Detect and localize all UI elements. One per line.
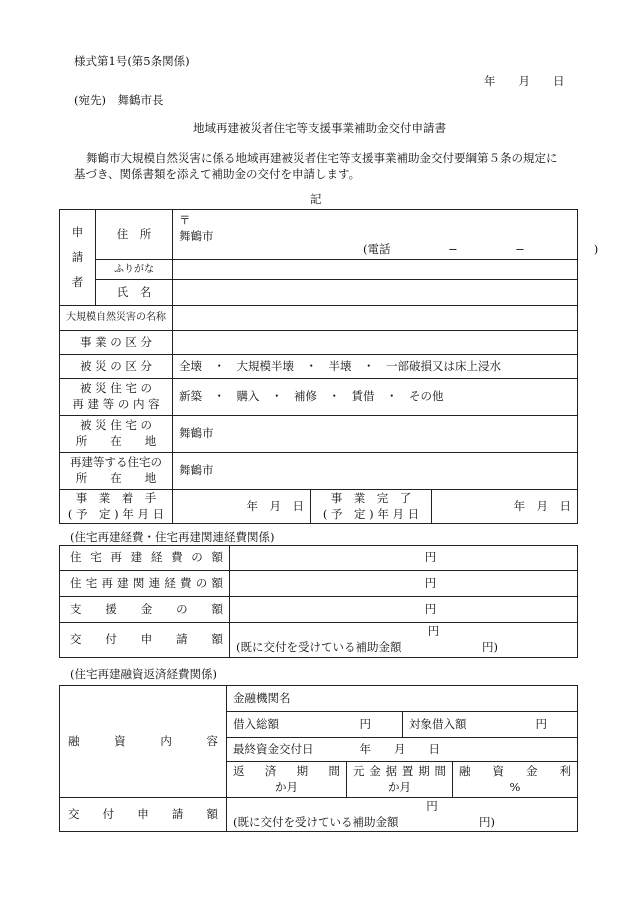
address-field[interactable]: [173, 210, 599, 260]
furigana-label: ふりがな: [96, 260, 173, 280]
business-type-field[interactable]: [173, 331, 578, 355]
business-type-label: 事 業 の 区 分: [60, 331, 173, 355]
loan-table: [59, 685, 578, 832]
start-date-label: 事 業 着 手 ( 予 定 ) 年 月 日: [60, 490, 173, 524]
disaster-name-label: 大規模自然災害の名称: [60, 306, 173, 331]
deferral-period-field[interactable]: 元金据置期間 か月: [347, 762, 453, 798]
apply-amount-label: 交付申請額: [60, 623, 230, 658]
ki-label: 記: [310, 192, 322, 206]
rebuild-content-options[interactable]: 新築 ・ 購入 ・ 補修 ・ 賃借 ・ その他: [173, 379, 578, 416]
rebuilt-location-field[interactable]: 舞鶴市: [173, 453, 578, 490]
damaged-location-label: 被 災 住 宅 の 所 在 地: [60, 416, 173, 453]
address-label: 住 所: [96, 210, 173, 260]
end-date-label: 事 業 完 了 ( 予 定 ) 年 月 日: [311, 490, 432, 524]
target-loan-field[interactable]: 対象借入額 円: [403, 712, 578, 738]
application-table: [59, 209, 599, 524]
support-amount-field[interactable]: 円: [230, 597, 578, 623]
loan-already-received-note: (既に交付を受けている補助金額 円): [233, 814, 495, 829]
related-cost-label: 住宅再建関連経費の額: [60, 571, 230, 597]
body-text-line1: 舞鶴市大規模自然災害に係る地域再建被災者住宅等支援事業補助金交付要綱第５条の規定に: [86, 151, 558, 165]
already-received-note: (既に交付を受けている補助金額 円): [236, 640, 498, 654]
repay-period-field[interactable]: 返済期間 か月: [227, 762, 347, 798]
page-title: 地域再建被災者住宅等支援事業補助金交付申請書: [193, 121, 446, 135]
name-label: 氏 名: [96, 280, 173, 306]
section2-heading: (住宅再建経費・住宅再建関連経費関係): [70, 530, 275, 544]
section3-heading: (住宅再建融資返済経費関係): [70, 667, 217, 681]
phone-field[interactable]: (電話 − − ): [363, 242, 599, 256]
loan-apply-amount-label: 交付申請額: [60, 798, 227, 832]
interest-field[interactable]: 融資金利 %: [453, 762, 578, 798]
name-field[interactable]: [173, 280, 578, 306]
body-text-line2: 基づき、関係書類を添えて補助金の交付を申請します。: [74, 167, 361, 181]
rebuild-content-label: 被 災 住 宅 の 再 建 等 の 内 容: [60, 379, 173, 416]
related-cost-field[interactable]: 円: [230, 571, 578, 597]
damage-type-label: 被 災 の 区 分: [60, 355, 173, 379]
bank-name-field[interactable]: 金融機関名: [227, 686, 578, 712]
damage-type-options[interactable]: 全壊 ・ 大規模半壊 ・ 半壊 ・ 一部破損又は床上浸水: [173, 355, 578, 379]
loan-apply-amount-field[interactable]: 円 (既に交付を受けている補助金額 円): [227, 798, 578, 832]
support-amount-label: 支援金の額: [60, 597, 230, 623]
end-date-field[interactable]: 年 月 日: [432, 490, 578, 524]
postal-mark: 〒: [179, 213, 191, 227]
final-date-field[interactable]: 最終資金交付日 年 月 日: [227, 738, 578, 762]
cost-field[interactable]: 円: [230, 546, 578, 571]
cost-label: 住宅再建経費の額: [60, 546, 230, 571]
total-loan-field[interactable]: 借入総額 円: [227, 712, 403, 738]
address-city: 舞鶴市: [179, 228, 214, 243]
form-number: 様式第1号(第5条関係): [74, 54, 190, 68]
loan-content-label: 融資内容: [60, 686, 227, 798]
apply-amount-field[interactable]: 円 (既に交付を受けている補助金額 円): [230, 623, 578, 658]
date-field: 年 月 日: [484, 74, 565, 88]
cost-table: [59, 545, 578, 658]
applicant-group-label: 申請者: [60, 210, 96, 306]
rebuilt-location-label: 再建等する住宅の 所 在 地: [60, 453, 173, 490]
start-date-field[interactable]: 年 月 日: [173, 490, 311, 524]
addressee: (宛先) 舞鶴市長: [74, 93, 164, 107]
damaged-location-field[interactable]: 舞鶴市: [173, 416, 578, 453]
disaster-name-field[interactable]: [173, 306, 578, 331]
furigana-field[interactable]: [173, 260, 578, 280]
